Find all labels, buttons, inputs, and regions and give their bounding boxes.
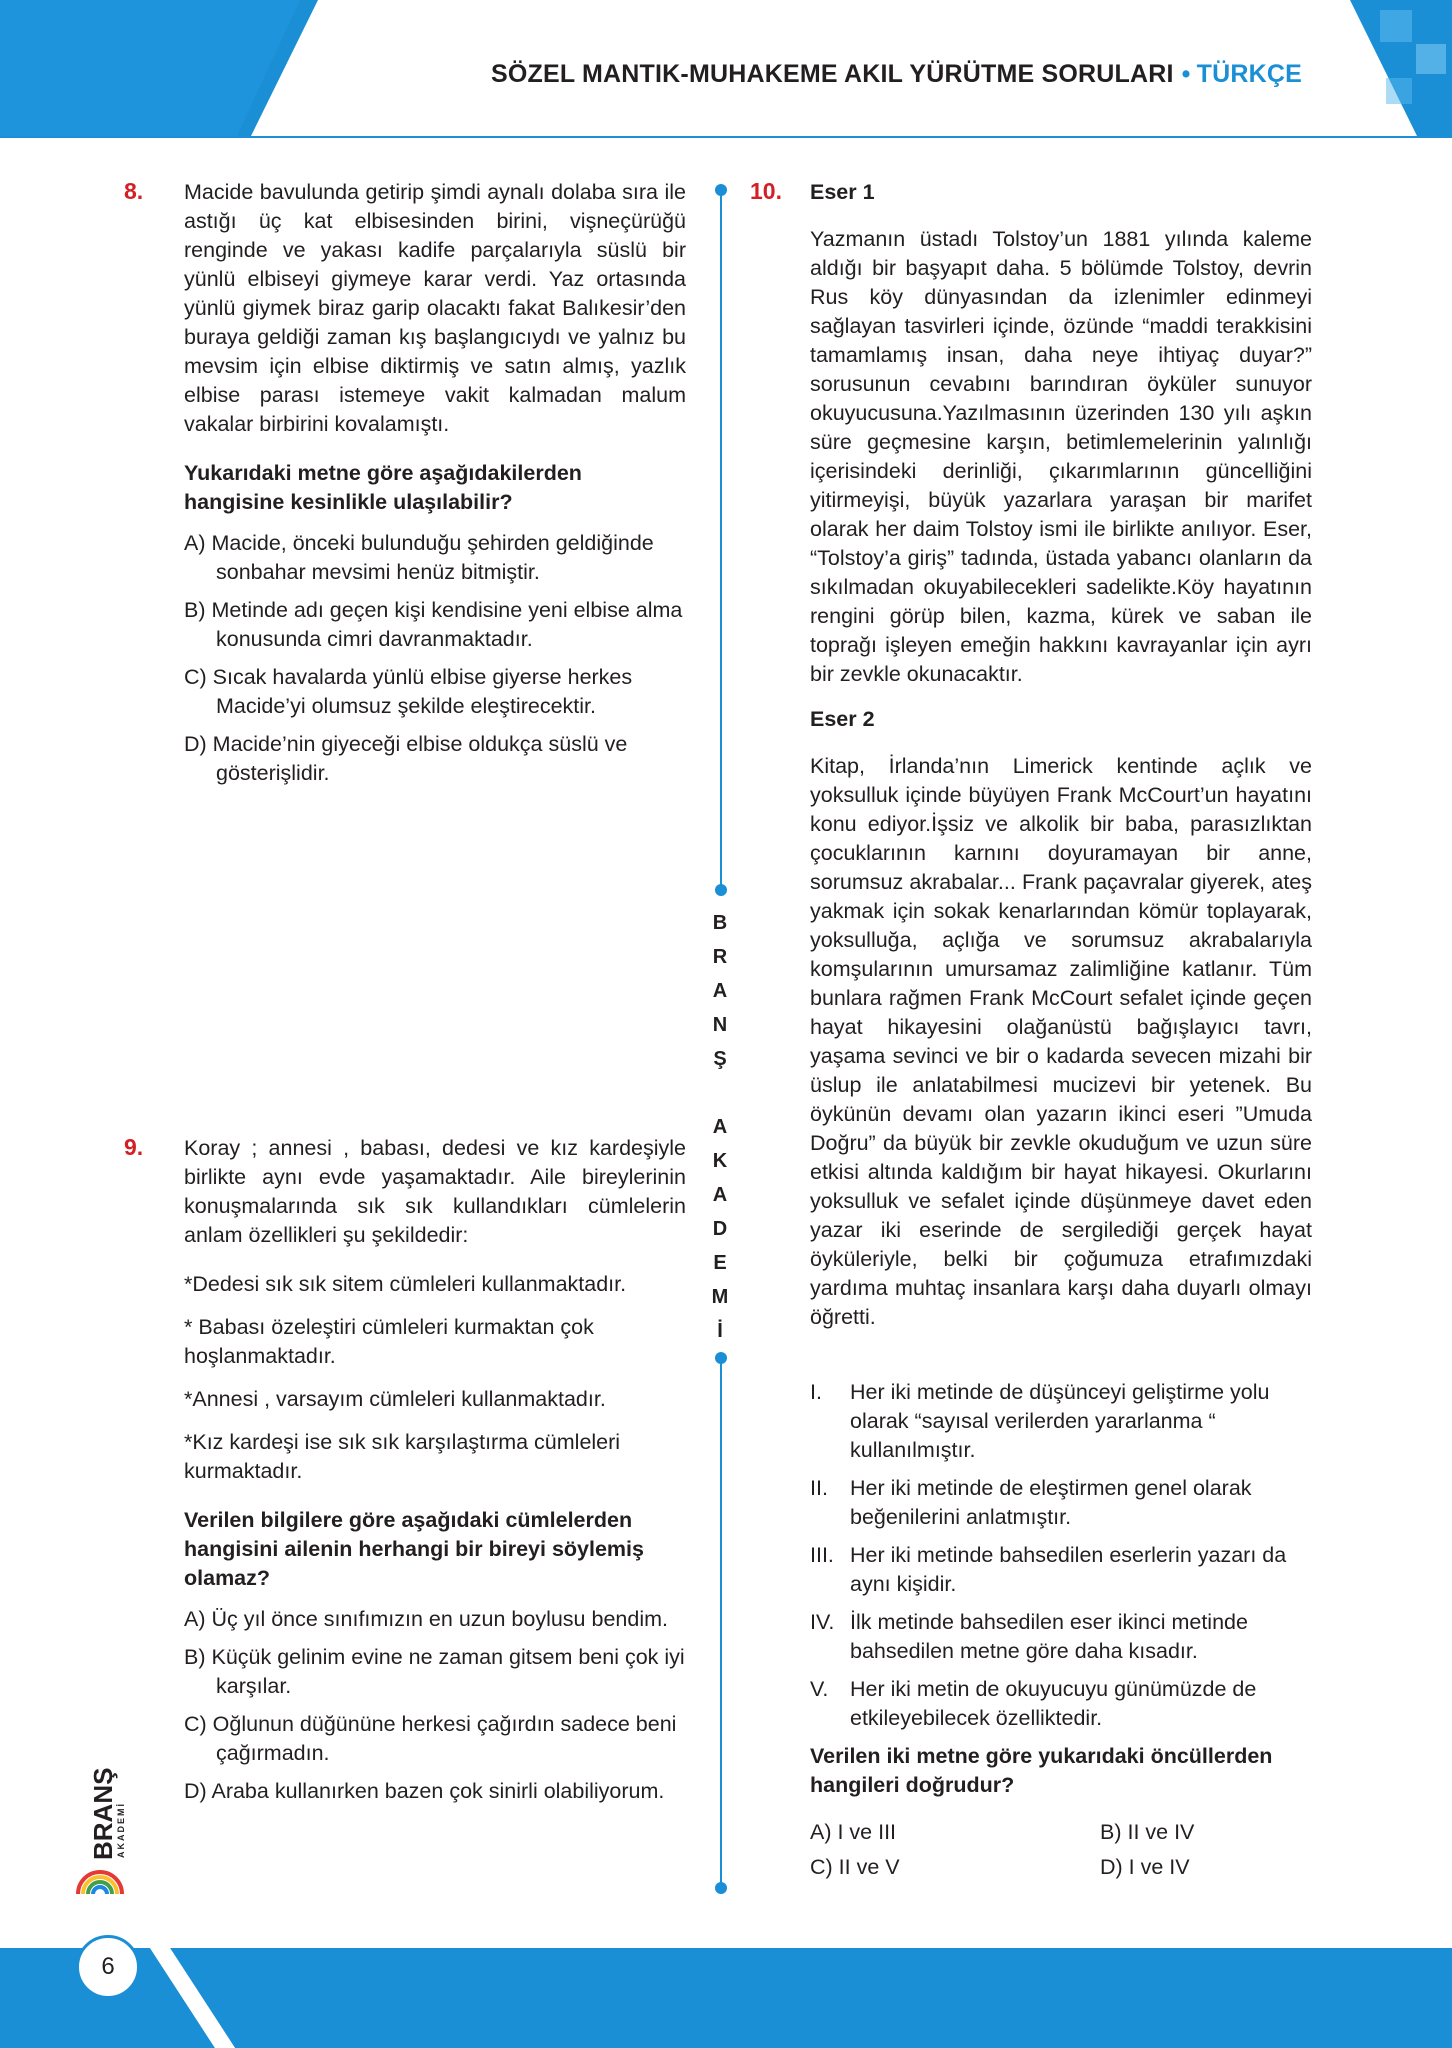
page-header-title [491,60,1302,89]
question-8 [124,178,686,788]
question-prompt: Verilen bilgilere göre aşağıdaki cümlelerden hangisini ailenin herhangi bir bireyi söylemiş olamaz? [184,1508,644,1590]
option-a[interactable]: A) Macide, önceki bulunduğu şehirden geldiğinde sonbahar mevsimi henüz bitmiştir. [184,531,654,584]
statement-father: * Babası özeleştiri cümleleri kurmaktan çok hoşlanmaktadır. [184,1315,594,1368]
answer-d[interactable]: D) I ve IV [1100,1855,1190,1879]
option-c[interactable]: C) Oğlunun düğününe herkesi çağırdın sadece beni çağırmadın. [184,1712,677,1765]
option-d[interactable]: D) Araba kullanırken bazen çok sinirli olabiliyorum. [184,1779,665,1803]
brand-letter: M [711,1286,729,1308]
premise-item [810,1541,1312,1599]
answer-a[interactable]: A) I ve III [810,1820,897,1844]
question-stem: Macide bavulunda getirip şimdi aynalı dolaba sıra ile astığı üç kat elbisesinden birini, vişneçürüğü renginde ve yakası kadife parçalarıyla süslü bir yünlü elbiseyi giymeye karar verdi. Yaz ortasında yünlü giymek biraz garip olacaktı fakat Balıkesir’den buraya geldiği zaman kış başlangıcıydı ve yalnız bu mevsim için elbise diktirmiş ve satın almış, yazlık elbise parası istemeye vakit kalmadan malum vakalar birbirini kovalamıştı. [184,180,686,436]
question-stem: Koray ; annesi , babası, dedesi ve kız kardeşiyle birlikte aynı evde yaşamaktadır. Aile bireylerinin konuşmalarında sık sık kullandıkları cümlelerin anlam özellikleri şu şekildedir: [184,1136,686,1247]
brand-gap [700,1076,740,1110]
divider-brand-text [700,906,740,1348]
eser-1-text: Yazmanın üstadı Tolstoy’un 1881 yılında kaleme aldığı bir başyapıt daha. 5 bölümde Tolstoy, devrin Rus köy dünyasından da izlenimler edinmeyi sağlayan tasvirleri içinde, özünde “maddi terakkisini tamamlamış insan, daha neye ihtiyaç duyar?” sorusunun cevabını barındıran öyküler sunuyor okuyucusuna.Yazılmasının üzerinden 130 yılı aşkın süre geçmesine karşın, betimlemelerinin yalınlığı içerisindeki derinliği, çıkarımlarının güncelliğini yitirmeyişi, büyük yazarlara yaraşan bir marifet olarak her daim Tolstoy ismi ile birlikte anılıyor. Eser, “Tolstoy’a giriş” tadında, üstada yabancı olanların da sıkılmadan okuyabilecekleri sadelikte.Köy hayatının rengini görüp bilen, kazma, kürek ve saban ile toprağı işleyen emeğin hakkını kavrayanlar için ayrı bir zevkle okunacaktır. [810,227,1312,686]
question-number: 10. [750,178,782,204]
premise-item [810,1675,1312,1733]
premise-list [750,1378,1312,1733]
option-a[interactable]: A) Üç yıl önce sınıfımızın en uzun boylusu bendim. [184,1607,668,1631]
brand-letter: A [712,1116,728,1138]
column-divider-bottom [713,1352,729,1902]
brand-letter: Ş [713,1048,727,1070]
brand-letter: A [712,1184,728,1206]
eser-1-title: Eser 1 [810,180,875,204]
premise-item [810,1608,1312,1666]
header-separator: • [1181,60,1191,88]
premise-number: III. [810,1543,834,1567]
brans-akademi-logo [72,1748,126,1898]
brand-letter: B [712,912,728,934]
question-9 [124,1134,686,1806]
premise-number: IV. [810,1610,835,1634]
premise-item [810,1378,1312,1465]
brand-letter: E [713,1252,727,1274]
brand-letter: N [712,1014,728,1036]
answer-grid [810,1818,1312,1882]
question-10 [750,178,1312,1882]
statement-grandfather: *Dedesi sık sık sitem cümleleri kullanmaktadır. [184,1272,627,1296]
brand-letter: R [712,946,728,968]
rainbow-icon [78,1872,122,1894]
column-divider-top [713,184,729,904]
question-number: 8. [124,178,144,204]
premise-number: I. [810,1380,822,1404]
option-b[interactable]: B) Küçük gelinim evine ne zaman gitsem beni çok iyi karşılar. [184,1645,685,1698]
statement-mother: *Annesi , varsayım cümleleri kullanmaktadır. [184,1387,606,1411]
logo-word: BRANŞ [88,1767,118,1860]
premise-text: Her iki metinde de eleştirmen genel olarak beğenilerini anlatmıştır. [850,1476,1252,1529]
premise-text: Her iki metinde bahsedilen eserlerin yazarı da aynı kişidir. [850,1543,1287,1596]
premise-text: Her iki metin de okuyucuyu günümüzde de etkileyebilecek özelliktedir. [850,1677,1257,1730]
left-column [124,178,686,1815]
divider-knob [715,1882,727,1894]
answer-c[interactable]: C) II ve V [810,1855,900,1879]
divider-knob [715,884,727,896]
logo-sub: AKADEMİ [116,1802,126,1858]
brand-letter: D [712,1218,728,1240]
question-number: 9. [124,1134,144,1160]
premise-number: V. [810,1677,829,1701]
header-subject: TÜRKÇE [1196,60,1302,88]
option-d[interactable]: D) Macide’nin giyeceği elbise oldukça süslü ve gösterişlidir. [184,732,628,785]
eser-2-title: Eser 2 [810,707,875,731]
premise-text: Her iki metinde de düşünceyi geliştirme yolu olarak “sayısal verilerden yararlanma “ kullanılmıştır. [850,1380,1270,1462]
premise-text: İlk metinde bahsedilen eser ikinci metinde bahsedilen metne göre daha kısadır. [850,1610,1248,1663]
header-topic: SÖZEL MANTIK-MUHAKEME AKIL YÜRÜTME SORULARI [490,60,1174,88]
option-c[interactable]: C) Sıcak havalarda yünlü elbise giyerse herkes Macide’yi olumsuz şekilde eleştirecektir. [184,665,633,718]
brand-letter: K [712,1150,728,1172]
footer-band [0,1900,1452,2048]
eser-2-text: Kitap, İrlanda’nın Limerick kentinde açlık ve yoksulluk içinde büyüyen Frank McCourt’un hayatını konu ediyor.İşsiz ve alkolik bir baba, parasızlıktan çocuklarının karnını doyuramayan bir anne, sorumsuz akrabalar... Frank paçavralar giyerek, ateş yakmak için sokak kenarlarından kömür toplayarak, yoksulluğa, açlığa ve sorumsuz akrabalarıyla komşularının umursamaz zalimliğine katlanır. Tüm bunlara rağmen Frank McCourt sefalet içinde geçen hayat hikayesini olağanüstü bağışlayıcı tavrı, yaşama sevinci ve bir o kadarda sevecen mizahi bir üslup ile anlatabilmesi mucizevi bir yetenek. Bu öykünün devamı olan yazarın ikinci eseri ”Umuda Doğru” da büyük bir zevkle okuduğum ve uzun süre etkisi altında kaldığım bir hayat hikayesi. Okurlarını yoksulluk ve sefalet içinde düşünmeye davet eden yazar iki eserinde de sergilediği gerçek hayat öyküleriyle, belki bir çoğumuza etrafımızdaki yardıma muhtaç insanlara karşı daha duyarlı olmayı öğretti. [810,754,1312,1329]
question-prompt: Yukarıdaki metne göre aşağıdakilerden hangisine kesinlikle ulaşılabilir? [184,461,582,514]
right-column [750,178,1312,1882]
statement-sister: *Kız kardeşi ise sık sık karşılaştırma cümleleri kurmaktadır. [184,1430,621,1483]
question-prompt: Verilen iki metne göre yukarıdaki öncüllerden hangileri doğrudur? [810,1744,1273,1797]
option-b[interactable]: B) Metinde adı geçen kişi kendisine yeni elbise alma konusunda cimri davranmaktadır. [184,598,683,651]
premise-item [810,1474,1312,1532]
divider-line [720,1358,722,1888]
premise-number: II. [810,1476,828,1500]
brand-letter: İ [717,1320,723,1342]
divider-line [720,190,722,890]
brand-letter: A [712,980,728,1002]
answer-b[interactable]: B) II ve IV [1100,1820,1195,1844]
page-number: 6 [76,1935,140,1999]
